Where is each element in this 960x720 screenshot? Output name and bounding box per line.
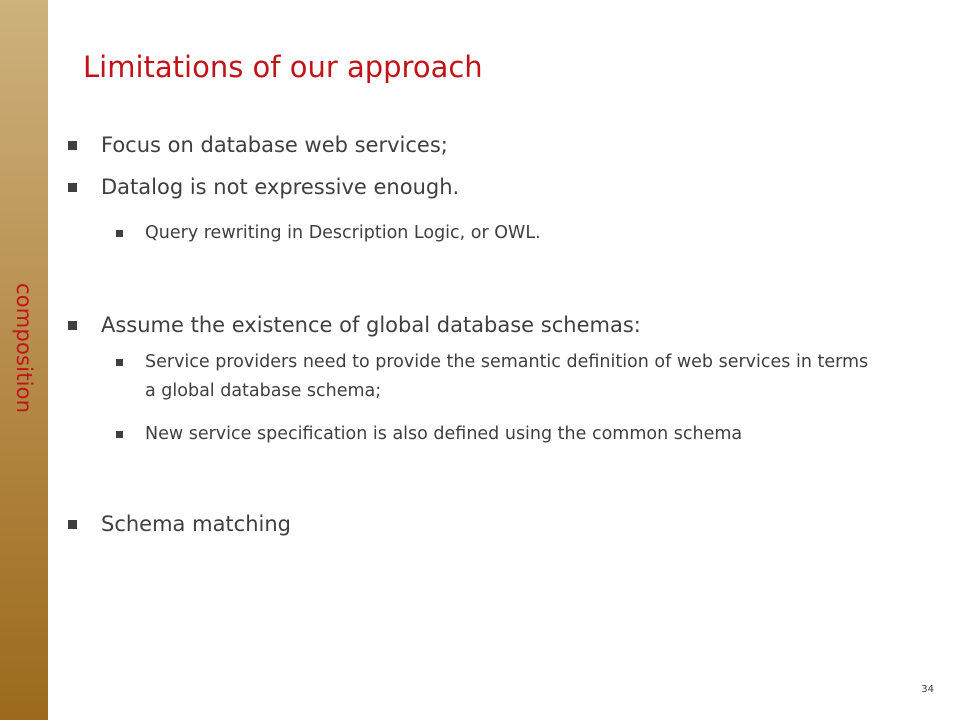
bullet-item <box>68 311 898 339</box>
bullet-item <box>68 131 898 159</box>
bullet-text: Schema matching <box>101 512 291 536</box>
square-bullet-icon <box>116 359 123 366</box>
sub-bullet-text: New service specification is also defined using the common schema <box>145 424 743 444</box>
slide-title: Limitations of our approach <box>83 50 483 84</box>
sub-bullet-item <box>116 219 876 248</box>
bullet-text: Datalog is not expressive enough. <box>101 175 460 199</box>
sidebar-section-label: composition <box>12 283 36 414</box>
square-bullet-icon <box>116 230 123 237</box>
sub-bullet-item <box>116 420 876 449</box>
square-bullet-icon <box>68 520 77 529</box>
sub-bullet-text: Service providers need to provide the semantic definition of web services in terms a global database schema; <box>145 352 869 401</box>
bullet-text: Assume the existence of global database schemas: <box>101 313 641 337</box>
square-bullet-icon <box>68 321 77 330</box>
bullet-item <box>68 510 898 538</box>
page-number: 34 <box>921 684 934 695</box>
sub-bullet-item <box>116 348 876 406</box>
square-bullet-icon <box>68 141 77 150</box>
sub-bullet-text: Query rewriting in Description Logic, or OWL. <box>145 223 541 243</box>
square-bullet-icon <box>116 431 123 438</box>
bullet-text: Focus on database web services; <box>101 133 448 157</box>
square-bullet-icon <box>68 183 77 192</box>
bullet-item <box>68 173 898 201</box>
